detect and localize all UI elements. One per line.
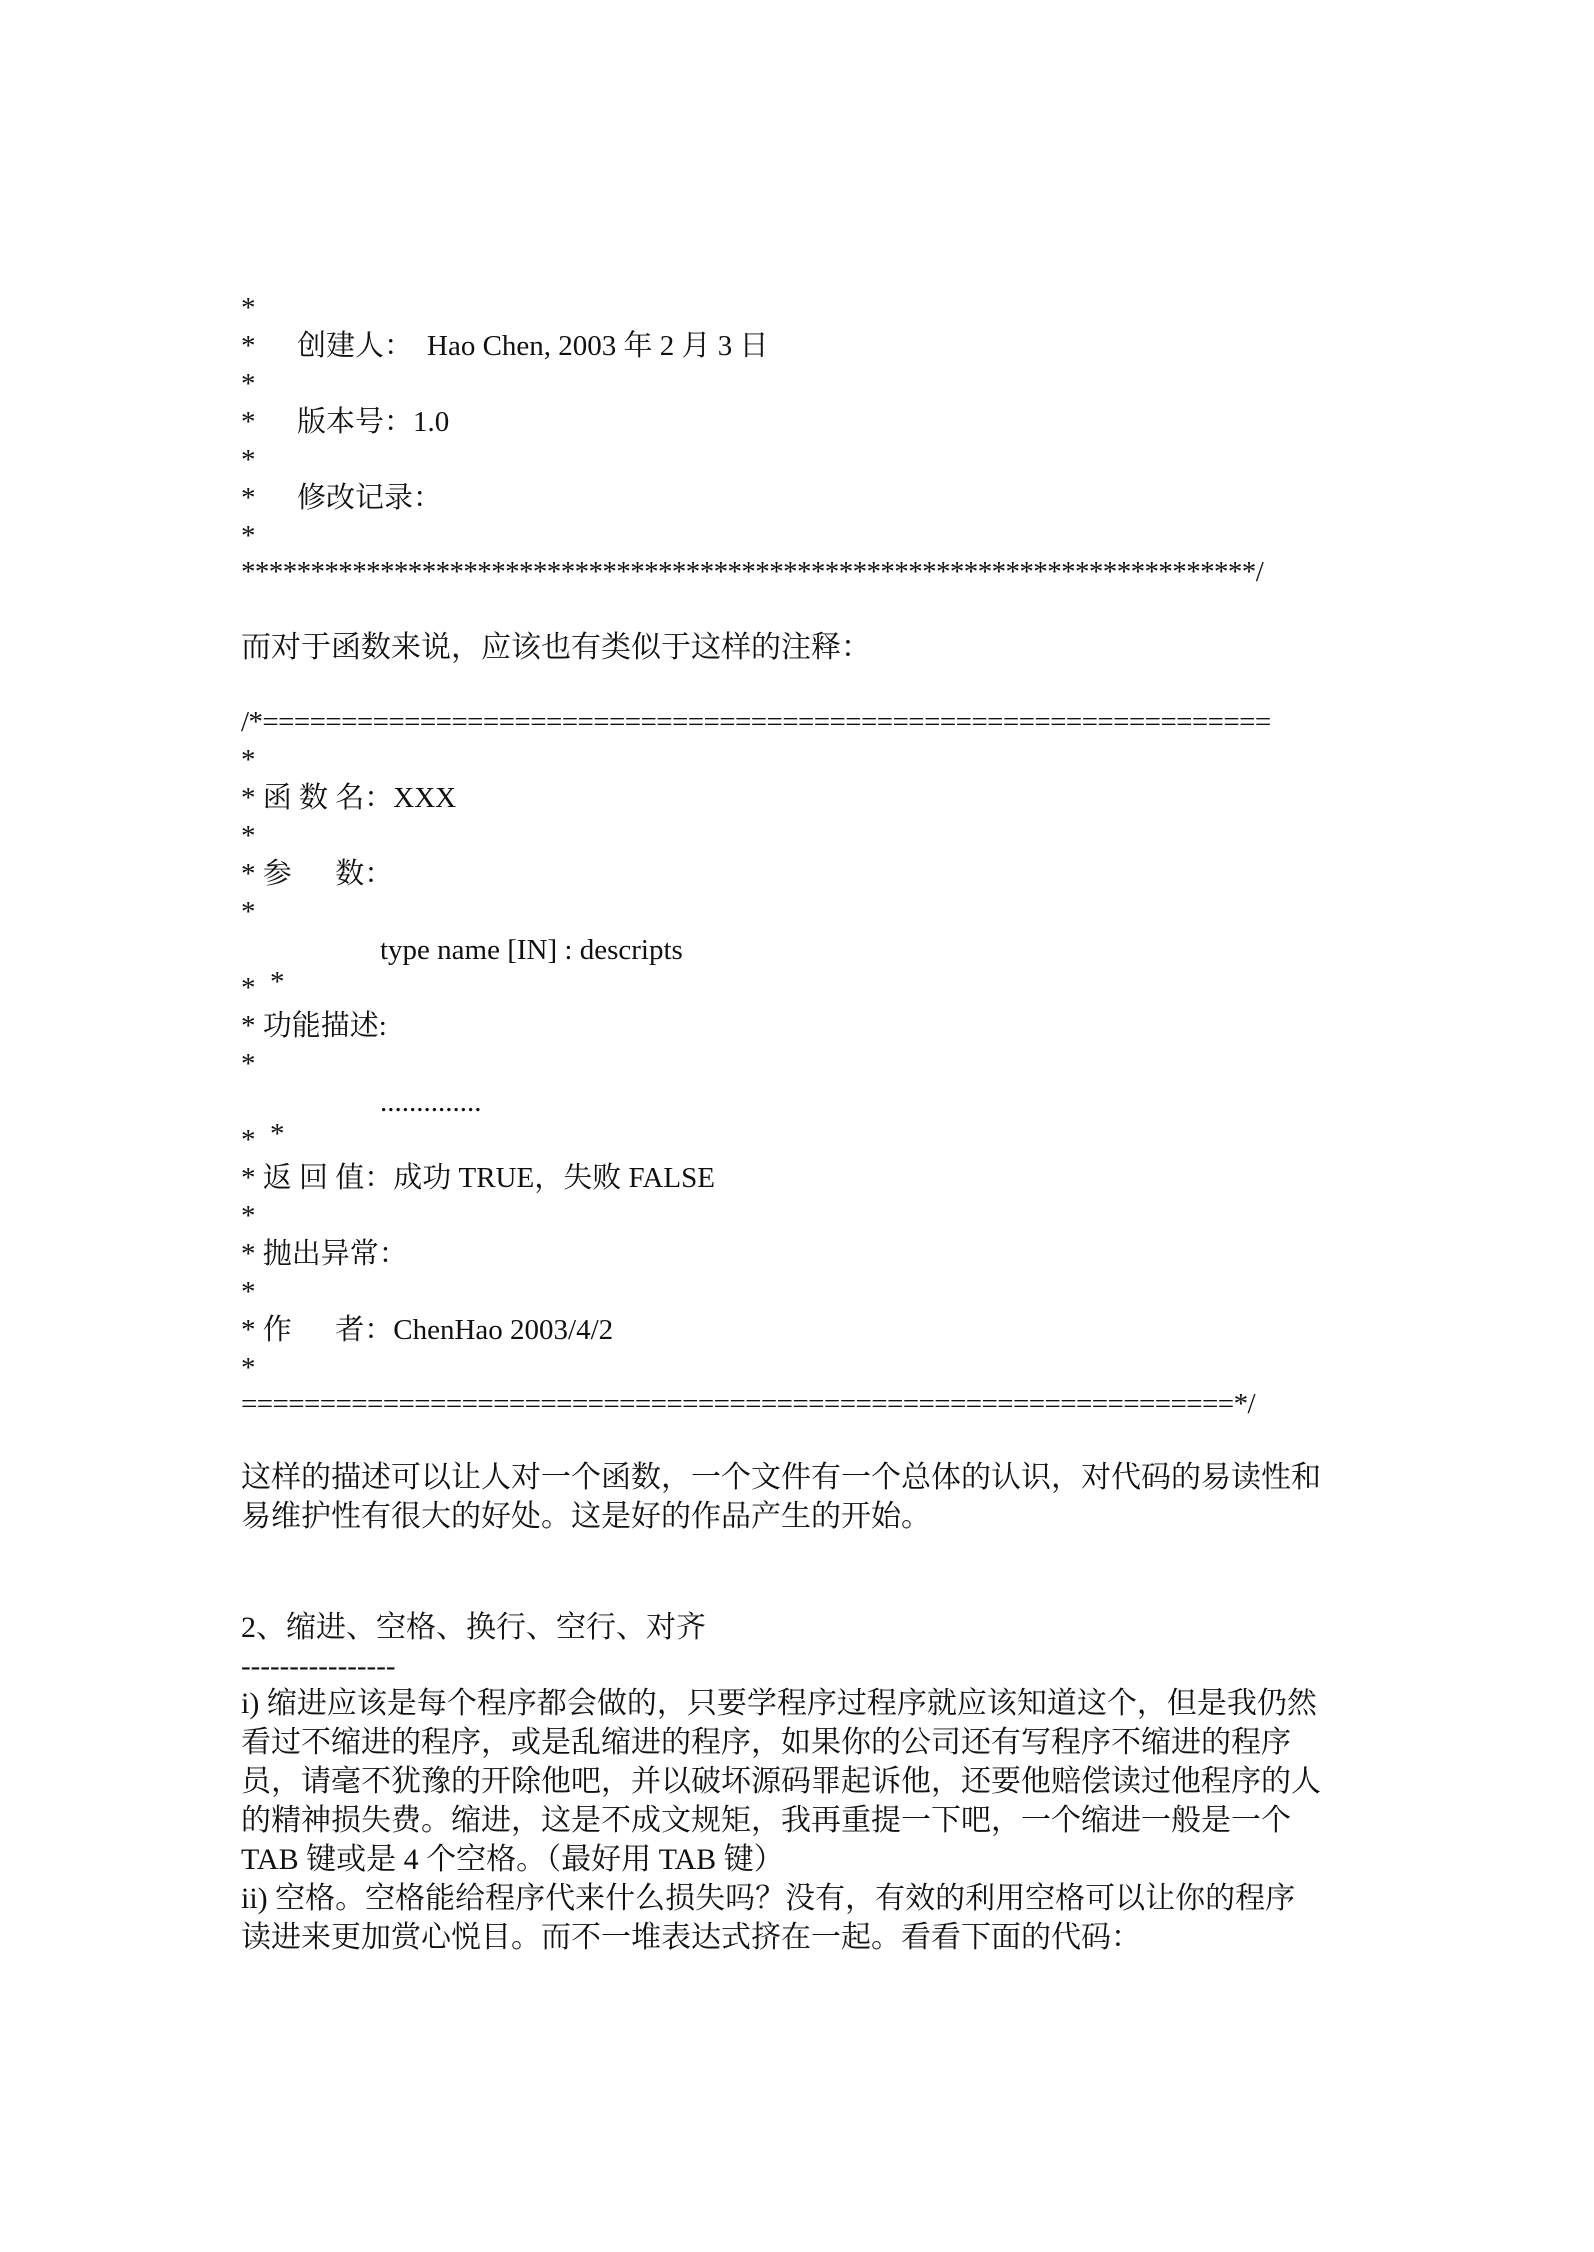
- paragraph-line: 看过不缩进的程序，或是乱缩进的程序，如果你的公司还有写程序不缩进的程序: [241, 1726, 1291, 1759]
- comment-star: *: [270, 966, 285, 998]
- comment-star: *: [241, 520, 256, 552]
- paragraph-line: 的精神损失费。缩进，这是不成文规矩，我再重提一下吧，一个缩进一般是一个: [241, 1804, 1291, 1837]
- history-label: 修改记录：: [297, 482, 443, 514]
- indent-paragraph: [241, 1684, 1371, 1957]
- version-line: [241, 406, 449, 438]
- function-closing-rule: ===============================================================*/: [241, 1388, 1255, 1420]
- history-line: [241, 482, 442, 514]
- version-label: 版本号：: [297, 406, 414, 438]
- comment-star: *: [241, 820, 256, 852]
- paragraph-line: 员，请毫不犹豫的开除他吧，并以破坏源码罪起诉他，还要他赔偿读过他程序的人: [241, 1765, 1321, 1798]
- paragraph-line: 读进来更加赏心悦目。而不一堆表达式挤在一起。看看下面的代码：: [241, 1921, 1141, 1954]
- comment-star: *: [241, 444, 256, 476]
- summary-line: 这样的描述可以让人对一个函数，一个文件有一个总体的认识，对代码的易读性和: [241, 1461, 1321, 1494]
- function-opening-rule: /*================================================================: [241, 706, 1271, 738]
- comment-star: *: [241, 406, 256, 438]
- summary-paragraph: [241, 1458, 1371, 1536]
- version-value: 1.0: [413, 406, 450, 438]
- comment-star: *: [241, 1352, 256, 1384]
- paragraph-line: i) 缩进应该是每个程序都会做的，只要学程序过程序就应该知道这个，但是我仍然: [241, 1687, 1317, 1720]
- function-name-line: * 函 数 名：XXX: [241, 782, 457, 814]
- comment-star: *: [241, 744, 256, 776]
- function-author-line: * 作 者：ChenHao 2003/4/2: [241, 1314, 614, 1346]
- section-divider: ----------------: [241, 1650, 396, 1682]
- summary-line: 易维护性有很大的好处。这是好的作品产生的开始。: [241, 1500, 931, 1533]
- paragraph-line: ii) 空格。空格能给程序代来什么损失吗？没有，有效的利用空格可以让你的程序: [241, 1882, 1296, 1915]
- comment-star: *: [241, 1276, 256, 1308]
- function-throws-line: * 抛出异常：: [241, 1238, 408, 1270]
- creator-label: 创建人：: [297, 330, 414, 362]
- comment-star: *: [241, 896, 256, 928]
- paragraph-line: TAB 键或是 4 个空格。（最好用 TAB 键）: [241, 1843, 784, 1876]
- comment-star: *: [241, 292, 256, 324]
- function-return-line: * 返 回 值：成功 TRUE，失败 FALSE: [241, 1162, 715, 1194]
- creator-line: [241, 330, 769, 362]
- comment-star: *: [241, 330, 256, 362]
- comment-star: *: [241, 482, 256, 514]
- function-intro-text: 而对于函数来说，应该也有类似于这样的注释：: [241, 631, 871, 664]
- comment-star: *: [270, 1118, 285, 1150]
- header-closing-rule: *************************************************************************/: [241, 556, 1264, 588]
- function-params-line: * 参 数：: [241, 858, 394, 890]
- comment-star: *: [241, 1124, 256, 1156]
- comment-star: *: [241, 972, 256, 1004]
- desc-detail: ..............: [380, 1086, 482, 1118]
- comment-star: *: [241, 368, 256, 400]
- creator-value: Hao Chen, 2003 年 2 月 3 日: [427, 330, 769, 362]
- comment-star: *: [241, 1048, 256, 1080]
- function-desc-line: * 功能描述:: [241, 1010, 387, 1042]
- section-heading: 2、缩进、空格、换行、空行、对齐: [241, 1611, 706, 1644]
- comment-star: *: [241, 1200, 256, 1232]
- params-detail: type name [IN] : descripts: [380, 934, 683, 966]
